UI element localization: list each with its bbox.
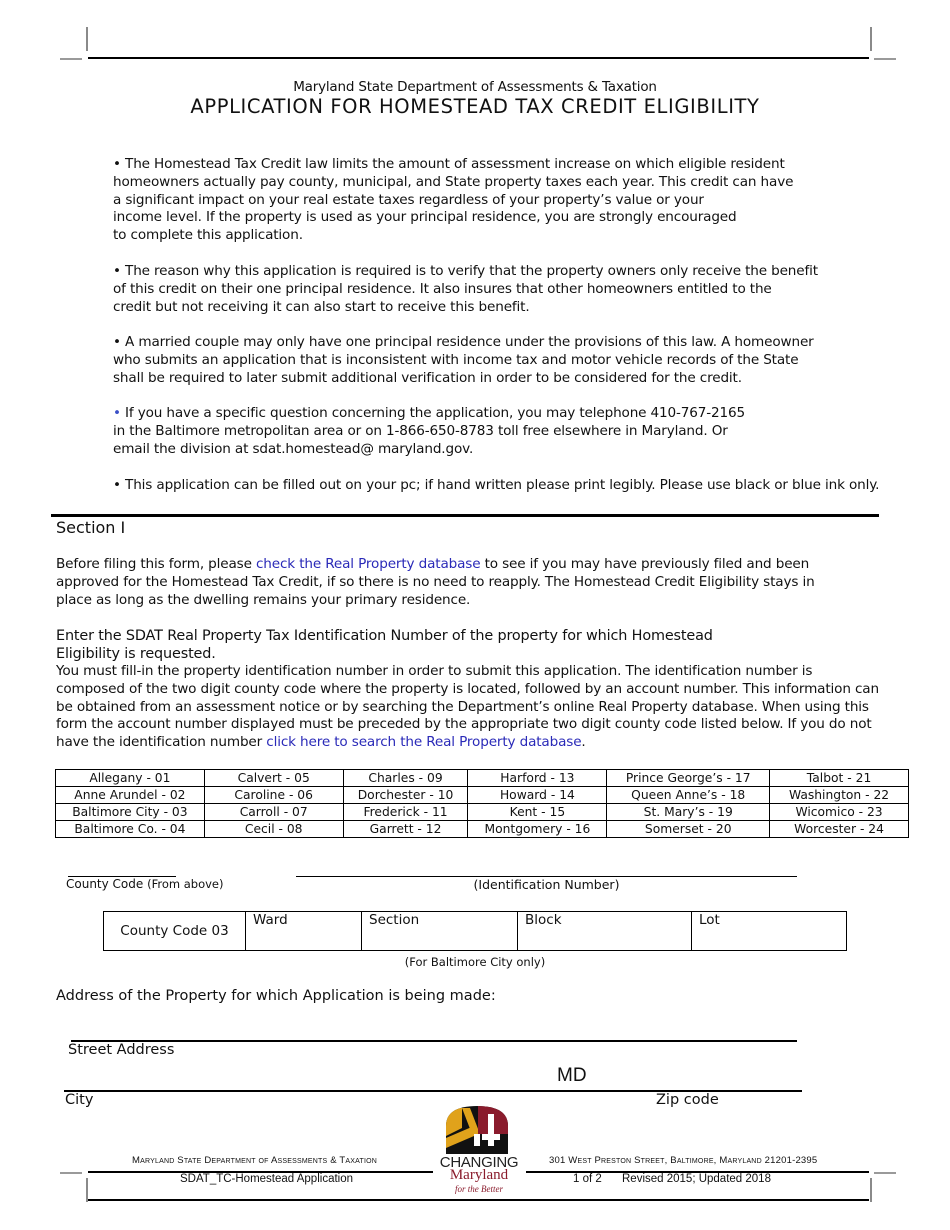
county-code-cell: Baltimore City - 03 — [56, 804, 205, 821]
county-code-cell: Caroline - 06 — [204, 787, 343, 804]
lot-label: Lot — [699, 912, 720, 928]
ward-label: Ward — [253, 912, 288, 928]
crop-mark-top-right-h — [874, 58, 896, 60]
text-line: composed of the two digit county code where the property is located, followed by an account number. This information can — [56, 680, 879, 697]
section-label: Section — [369, 912, 420, 928]
maryland-flag-icon — [444, 1106, 510, 1154]
ward-field[interactable] — [246, 912, 362, 951]
label-text: County Code — [66, 877, 144, 891]
intro-paragraph-2 — [113, 263, 818, 316]
county-code-table — [55, 769, 909, 838]
text-line: place as long as the dwelling remains your primary residence. — [56, 591, 471, 608]
county-code-cell: St. Mary’s - 19 — [607, 804, 770, 821]
text-line: income level. If the property is used as your principal residence, you are strongly encouraged — [113, 209, 737, 226]
intro-paragraph-1 — [113, 156, 793, 245]
intro-paragraph-5 — [113, 477, 879, 495]
identification-number-label: (Identification Number) — [473, 877, 620, 892]
city-label: City — [65, 1092, 94, 1108]
county-code-cell: Frederick - 11 — [343, 804, 468, 821]
label-subtext: (From above) — [147, 877, 224, 891]
text-line: Eligibility is requested. — [56, 646, 216, 662]
text-line: be obtained from an assessment notice or by searching the Department’s online Real Property database. When using this — [56, 698, 869, 715]
agency-name: Maryland State Department of Assessments & Taxation — [293, 79, 657, 95]
text-line: shall be required to later submit additional verification in order to be considered for the credit. — [113, 369, 742, 386]
section-field[interactable] — [362, 912, 518, 951]
real-property-database-link[interactable]: check the Real Property database — [255, 556, 481, 572]
text-line: • A married couple may only have one principal residence under the provisions of this law. A homeowner — [113, 334, 814, 350]
text-line: You must fill-in the property identification number in order to submit this application. The identification number is — [56, 663, 813, 679]
county-code-cell: Garrett - 12 — [343, 821, 468, 838]
county-code-03-cell: County Code 03 — [104, 912, 246, 951]
bullet: • — [113, 405, 121, 421]
footer-address: 301 West Preston Street, Baltimore, Maryland 21201-2395 — [549, 1155, 818, 1166]
text-line: • The Homestead Tax Credit law limits the amount of assessment increase on which eligible resident — [113, 156, 785, 172]
header-rule — [88, 57, 869, 59]
zip-code-label: Zip code — [656, 1092, 719, 1108]
county-code-cell: Somerset - 20 — [607, 821, 770, 838]
text-line: • This application can be filled out on your pc; if hand written please print legibly. Please use black or blue ink only. — [113, 477, 880, 493]
county-code-cell: Dorchester - 10 — [343, 787, 468, 804]
changing-maryland-logo — [444, 1106, 510, 1154]
address-heading: Address of the Property for which Application is being made: — [56, 988, 496, 1004]
county-code-cell: Calvert - 05 — [204, 770, 343, 787]
enter-id-heading — [56, 627, 713, 663]
county-code-cell: Harford - 13 — [468, 770, 607, 787]
before-filing-text — [56, 556, 815, 609]
text-line: Enter the SDAT Real Property Tax Identification Number of the property for which Homestead — [56, 628, 713, 644]
county-code-cell: Howard - 14 — [468, 787, 607, 804]
crop-mark-bottom-left — [86, 1178, 88, 1202]
text-fragment: . — [581, 734, 586, 751]
county-table-row — [56, 770, 909, 787]
text-line: credit but not receiving it can also start to receive this benefit. — [113, 298, 530, 315]
text-line: homeowners actually pay county, municipal, and State property taxes each year. This credit can have — [113, 173, 794, 190]
crop-mark-bottom-right — [870, 1178, 872, 1202]
county-code-cell: Worcester - 24 — [770, 821, 909, 838]
county-code-label — [66, 877, 224, 891]
text-fragment: have the identification number — [56, 734, 267, 751]
block-field[interactable] — [518, 912, 692, 951]
crop-mark-bottom-left-h — [60, 1172, 82, 1174]
text-line: of this credit on their one principal residence. It also insures that other homeowners entitled to the — [113, 280, 772, 297]
county-code-cell: Anne Arundel - 02 — [56, 787, 205, 804]
county-table-row — [56, 821, 909, 838]
intro-paragraph-4 — [113, 405, 745, 458]
footer-revision: Revised 2015; Updated 2018 — [622, 1173, 771, 1185]
county-code-cell: Wicomico - 23 — [770, 804, 909, 821]
search-real-property-link[interactable]: click here to search the Real Property database — [266, 734, 582, 751]
logo-text-maryland: Maryland — [449, 1167, 509, 1183]
county-code-cell: Kent - 15 — [468, 804, 607, 821]
text-fragment: Before filing this form, please — [56, 556, 256, 572]
footer-page-number: 1 of 2 — [573, 1173, 602, 1185]
baltimore-city-table — [103, 911, 847, 951]
county-code-cell: Allegany - 01 — [56, 770, 205, 787]
county-table-row — [56, 804, 909, 821]
county-code-cell: Queen Anne’s - 18 — [607, 787, 770, 804]
text-line: in the Baltimore metropolitan area or on 1-866-650-8783 toll free elsewhere in Maryland. Or — [113, 422, 728, 439]
baltimore-city-note: (For Baltimore City only) — [404, 955, 546, 969]
section-title: Section I — [56, 518, 126, 537]
id-instructions — [56, 663, 879, 752]
text-line: • The reason why this application is required is to verify that the property owners only receive the benefit — [113, 263, 818, 279]
county-table-row — [56, 787, 909, 804]
county-code-cell: Carroll - 07 — [204, 804, 343, 821]
page-title: APPLICATION FOR HOMESTEAD TAX CREDIT ELIGIBILITY — [190, 95, 760, 118]
text-fragment: to see if you may have previously filed and been — [480, 556, 810, 572]
footer-form-name: SDAT_TC-Homestead Application — [180, 1173, 353, 1185]
street-address-field[interactable] — [71, 1040, 797, 1042]
county-code-cell: Charles - 09 — [343, 770, 468, 787]
crop-mark-bottom-right-h — [874, 1172, 896, 1174]
footer-bottom-rule — [88, 1199, 869, 1201]
county-code-cell: Talbot - 21 — [770, 770, 909, 787]
footer-agency: Maryland State Department of Assessments & Taxation — [132, 1155, 378, 1166]
intro-paragraph-3 — [113, 334, 814, 387]
block-label: Block — [525, 912, 562, 928]
logo-text-tagline: for the Better — [455, 1184, 503, 1194]
street-address-label: Street Address — [68, 1042, 175, 1058]
section-rule — [51, 514, 879, 517]
crop-mark-top-left — [86, 27, 88, 51]
county-code-cell: Washington - 22 — [770, 787, 909, 804]
county-code-cell: Cecil - 08 — [204, 821, 343, 838]
crop-mark-top-left-h — [60, 58, 82, 60]
text-line: If you have a specific question concerning the application, you may telephone 410-767-2165 — [120, 405, 746, 421]
text-line: who submits an application that is inconsistent with income tax and motor vehicle records of the State — [113, 351, 799, 368]
crop-mark-top-right — [870, 27, 872, 51]
text-line: to complete this application. — [113, 227, 303, 244]
text-line: email the division at sdat.homestead@ maryland.gov. — [113, 440, 474, 457]
state-value: MD — [557, 1065, 587, 1086]
county-code-cell: Prince George’s - 17 — [607, 770, 770, 787]
text-line: form the account number displayed must be preceded by the appropriate two digit county code listed below. If you do not — [56, 716, 872, 733]
text-line: approved for the Homestead Tax Credit, if so there is no need to reapply. The Homestead Credit Eligibility stays in — [56, 573, 815, 590]
lot-field[interactable] — [692, 912, 847, 951]
county-code-cell: Baltimore Co. - 04 — [56, 821, 205, 838]
text-line: a significant impact on your real estate taxes regardless of your property’s value or your — [113, 191, 704, 208]
county-code-cell: Montgomery - 16 — [468, 821, 607, 838]
logo-text-changing: CHANGING — [439, 1154, 519, 1171]
